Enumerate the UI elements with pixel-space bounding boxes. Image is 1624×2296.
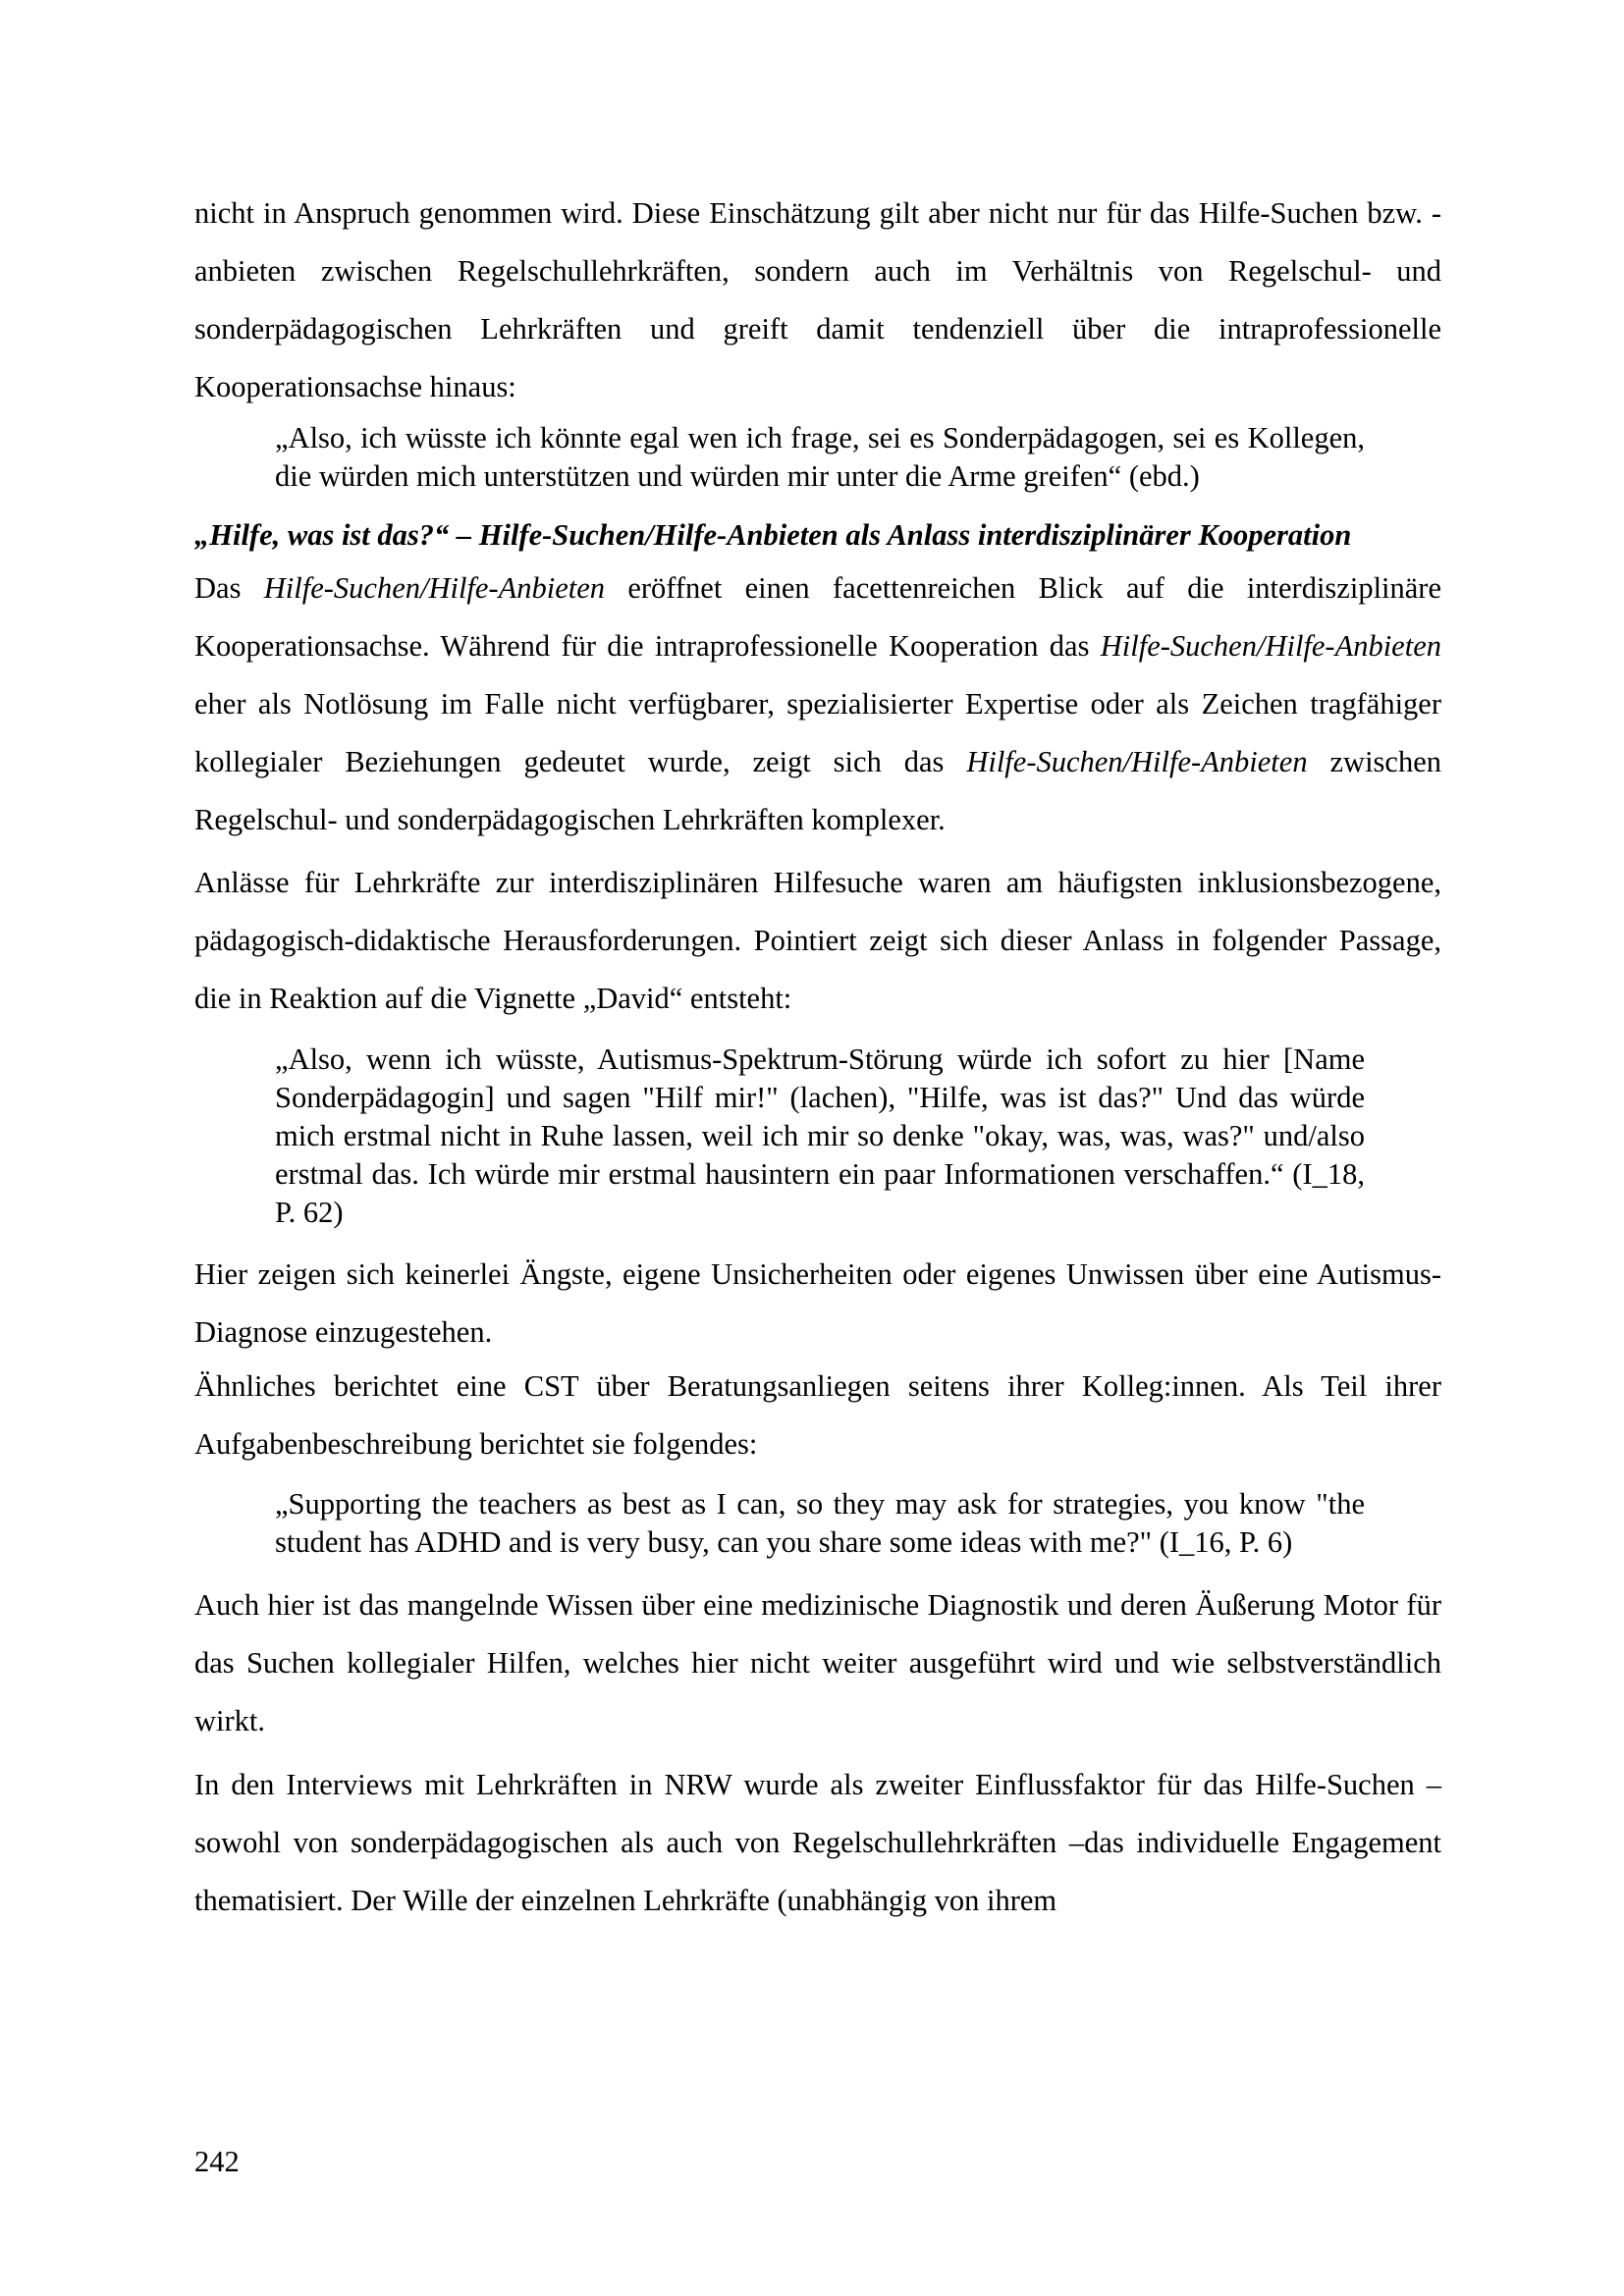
paragraph-1: nicht in Anspruch genommen wird. Diese Einschätzung gilt aber nicht nur für das Hilfe-Suchen bzw. -anbieten zwischen Regelschullehrkräften, sondern auch im Verhältnis von Regelschul- und sonderpädagogischen Lehrkräften und greift damit tendenziell über die intraprofessionelle Kooperationsachse hinaus: [194,196,1441,403]
paragraph-5: Ähnliches berichtet eine CST über Beratungsanliegen seitens ihrer Kolleg:innen. Als Teil ihrer Aufgabenbeschreibung berichtet sie folgendes: [194,1369,1441,1461]
paragraph-3: Anlässe für Lehrkräfte zur interdisziplinären Hilfesuche waren am häufigsten inklusionsbezogene, pädagogisch-didaktische Herausforderungen. Pointiert zeigt sich dieser Anlass in folgender Passage, die in Reaktion auf die Vignette „David“ entsteht: [194,866,1441,1015]
paragraph-2 [194,560,1441,849]
paragraph-6: Auch hier ist das mangelnde Wissen über eine medizinische Diagnostik und deren Äußerung Motor für das Suchen kollegialer Hilfen, welches hier nicht weiter ausgeführt wird und wie selbstverständlich wirkt. [194,1588,1441,1737]
page-number: 242 [194,2145,240,2178]
section-heading: „Hilfe, was ist das?“ – Hilfe-Suchen/Hilfe-Anbieten als Anlass interdisziplinärer Kooperation [194,518,1352,552]
paragraph-2-term-1: Hilfe-Suchen/Hilfe-Anbieten [263,571,606,605]
paragraph-7: In den Interviews mit Lehrkräften in NRW wurde als zweiter Einflussfaktor für das Hilfe-Suchen – sowohl von sonderpädagogischen als auch von Regelschullehrkräften –das individuelle Engagement thematisiert. Der Wille der einzelnen Lehrkräfte (unabhängig von ihrem [194,1768,1441,1917]
paragraph-2-text-2: eröffnet einen facettenreichen Blick auf die interdisziplinäre Kooperationsachse. Während für die intraprofessionelle Kooperation das [194,571,1441,663]
paragraph-4: Hier zeigen sich keinerlei Ängste, eigene Unsicherheiten oder eigenes Unwissen über eine Autismus-Diagnose einzugestehen. [194,1257,1441,1349]
block-quote-2: „Also, wenn ich wüsste, Autismus-Spektrum-Störung würde ich sofort zu hier [Name Sonderpädagogin] und sagen "Hilf mir!" (lachen), "Hilfe, was ist das?" Und das würde mich erstmal nicht in Ruhe lassen, weil ich mir so denke "okay, was, was, was?" und/also erstmal das. Ich würde mir erstmal hausintern ein paar Informationen verschaffen.“ (I_18, P. 62) [275,1042,1365,1229]
paragraph-2-text-4: zwischen Regelschul- und sonderpädagogischen Lehrkräften komplexer. [194,745,1441,836]
block-quote-3: „Supporting the teachers as best as I can, so they may ask for strategies, you know "the student has ADHD and is very busy, can you share some ideas with me?" (I_16, P. 6) [275,1487,1365,1559]
page-content [194,185,1441,1930]
paragraph-2-term-2: Hilfe-Suchen/Hilfe-Anbieten [1100,629,1441,663]
block-quote-1: „Also, ich wüsste ich könnte egal wen ich frage, sei es Sonderpädagogen, sei es Kollegen, die würden mich unterstützen und würden mir unter die Arme greifen“ (ebd.) [275,421,1365,493]
paragraph-2-text-3: eher als Notlösung im Falle nicht verfügbarer, spezialisierter Expertise oder als Zeichen tragfähiger kollegialer Beziehungen gedeutet wurde, zeigt sich das [194,687,1441,778]
paragraph-2-term-3: Hilfe-Suchen/Hilfe-Anbieten [966,745,1308,778]
paragraph-2-text-1: Das [194,571,264,605]
